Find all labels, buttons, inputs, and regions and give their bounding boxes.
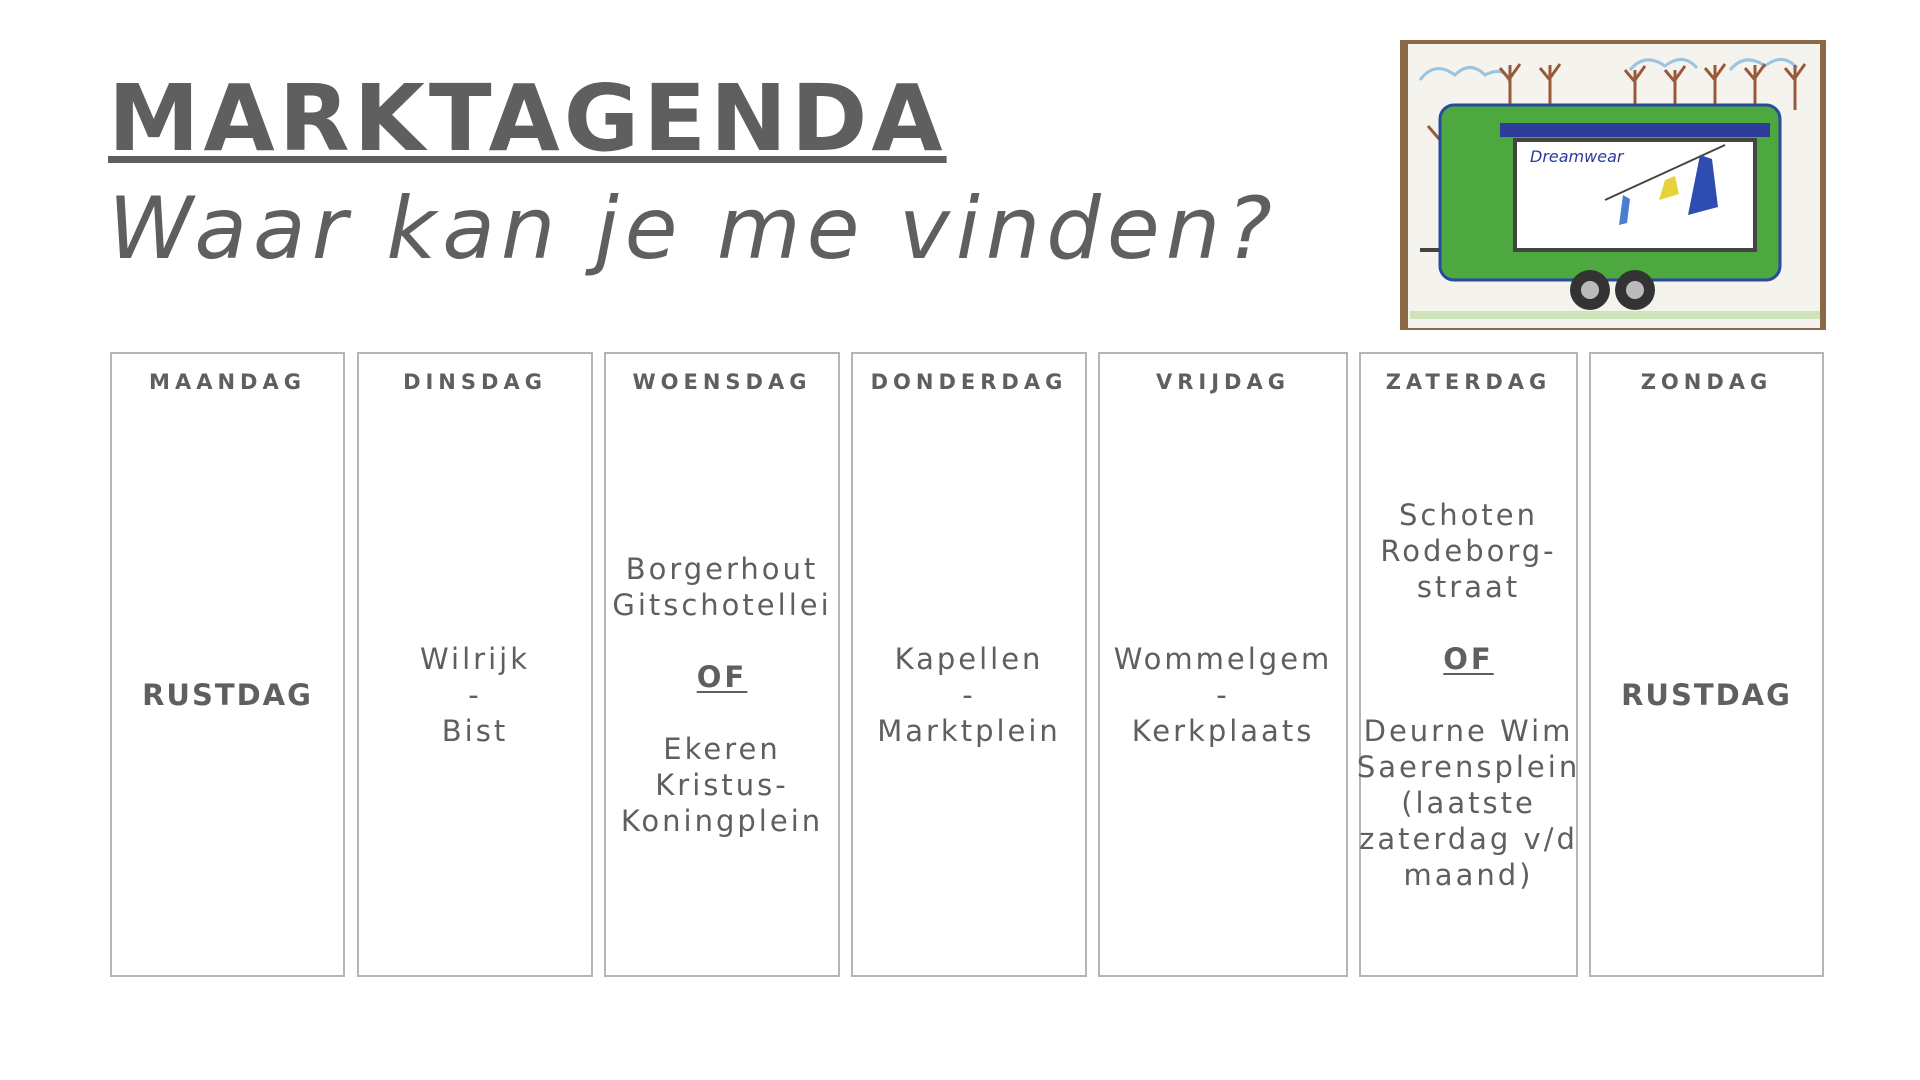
location-text: Koningplein: [620, 803, 824, 838]
location-text: Wilrijk: [420, 641, 530, 676]
location-text: Ekeren: [663, 731, 781, 766]
page-subtitle: Waar kan je me vinden?: [108, 179, 1278, 279]
rest-label: RUSTDAG: [1621, 677, 1792, 712]
note-text: zaterdag v/d: [1359, 821, 1578, 856]
location-text: Kapellen: [894, 641, 1044, 676]
day-name: WOENSDAG: [632, 370, 812, 394]
location-text: Borgerhout: [625, 551, 819, 586]
page-title: MARKTAGENDA: [108, 65, 947, 172]
or-label: OF: [696, 659, 748, 694]
day-name: DINSDAG: [403, 370, 547, 394]
location-text: Bist: [441, 713, 509, 748]
separator-text: -: [1216, 677, 1230, 712]
day-name: MAANDAG: [149, 370, 306, 394]
sign-text: Dreamwear: [1530, 147, 1624, 166]
day-name: VRIJDAG: [1156, 370, 1290, 394]
trailer-drawing: [1400, 40, 1826, 330]
location-text: Gitschotellei: [612, 587, 832, 622]
note-text: (laatste: [1401, 785, 1536, 820]
rest-label: RUSTDAG: [142, 677, 313, 712]
day-column-zaterdag: [1356, 352, 1581, 977]
day-column-zondag: [1589, 352, 1824, 977]
day-name: ZATERDAG: [1385, 370, 1552, 394]
separator-text: -: [468, 677, 482, 712]
separator-text: -: [962, 677, 976, 712]
day-name: ZONDAG: [1640, 370, 1773, 394]
location-text: Deurne Wim: [1363, 713, 1574, 748]
location-text: Saerensplein: [1356, 749, 1581, 784]
location-text: Kristus-: [655, 767, 789, 802]
day-column-woensdag: [604, 352, 840, 977]
day-column-dinsdag: [357, 352, 593, 977]
location-text: Wommelgem: [1113, 641, 1333, 676]
or-label: OF: [1443, 641, 1494, 676]
location-text: Marktplein: [877, 713, 1061, 748]
day-column-maandag: [110, 352, 345, 977]
day-column-vrijdag: [1098, 352, 1348, 977]
location-text: Kerkplaats: [1131, 713, 1315, 748]
location-text: Schoten: [1398, 497, 1539, 532]
day-name: DONDERDAG: [870, 370, 1068, 394]
location-text: straat: [1416, 569, 1521, 604]
day-column-donderdag: [851, 352, 1087, 977]
note-text: maand): [1403, 857, 1534, 892]
location-text: Rodeborg-: [1380, 533, 1557, 568]
